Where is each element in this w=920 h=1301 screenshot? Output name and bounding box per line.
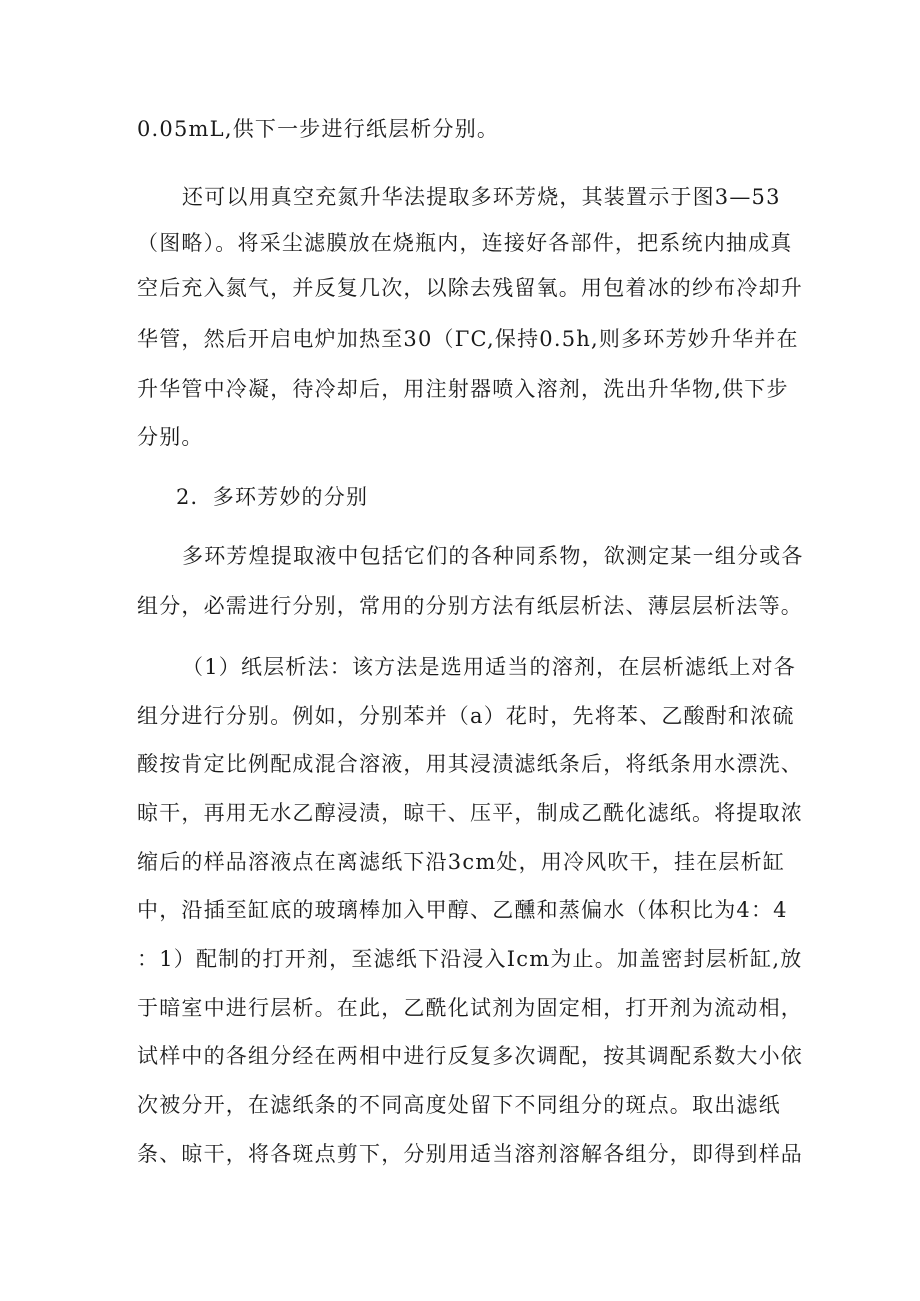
text-line-4: 空后充入氮气，并反复几次，以除去残留氧。用包着冰的纱布冷却升 [137,276,803,300]
text-line-7: 分别。 [137,425,204,449]
section-heading: 2．多环芳妙的分别 [176,485,369,509]
text-line-17: ：1）配制的打开剂，至滤纸下沿浸入Icm为止。加盖密封层析缸,放 [137,947,803,971]
text-line-18: 于暗室中进行层析。在此，乙酰化试剂为固定相，打开剂为流动相， [137,996,803,1020]
text-line-11: （1）纸层析法：该方法是选用适当的溶剂，在层析滤纸上对各 [182,655,796,679]
text-line-16: 中，沿插至缸底的玻璃棒加入甲醇、乙醺和蒸偏水（体积比为4：4 [137,898,788,922]
text-line-19: 试样中的各组分经在两相中进行反复多次调配，按其调配系数大小依 [137,1044,803,1068]
text-line-10: 组分，必需进行分别，常用的分别方法有纸层析法、薄层层析法等。 [137,594,803,618]
text-line-6: 升华管中冷凝，待冷却后，用注射器喷入溶剂，洗出升华物,供下步 [137,377,789,401]
text-line-14: 晾干，再用无水乙醇浸渍，晾干、压平，制成乙酰化滤纸。将提取浓 [137,801,803,825]
text-line-13: 酸按肯定比例配成混合溶液，用其浸渍滤纸条后，将纸条用水漂洗、 [137,752,803,776]
text-line-20: 次被分开，在滤纸条的不同高度处留下不同组分的斑点。取出滤纸 [137,1093,781,1117]
text-line-15: 缩后的样品溶液点在离滤纸下沿3cm处，用冷风吹干，挂在层析缸 [137,850,786,874]
text-line-3: （图略）。将采尘滤膜放在烧瓶内，连接好各部件，把系统内抽成真 [137,231,793,255]
text-line-2: 还可以用真空充氮升华法提取多环芳烧，其装置示于图3—53 [182,185,781,209]
text-line-12: 组分进行分别。例如，分别苯并（a）花时，先将苯、乙酸酎和浓硫 [137,704,795,728]
text-line-21: 条、晾干，将各斑点剪下，分别用适当溶剂溶解各组分，即得到样品 [137,1142,803,1166]
text-line-5: 华管，然后开启电炉加热至30（ΓC,保持0.5h,则多环芳妙升华并在 [137,327,799,351]
text-line-9: 多环芳煌提取液中包括它们的各种同系物，欲测定某一组分或各 [182,544,804,568]
text-line-1: 0.05mL,供下一步进行纸层析分别。 [137,117,500,141]
